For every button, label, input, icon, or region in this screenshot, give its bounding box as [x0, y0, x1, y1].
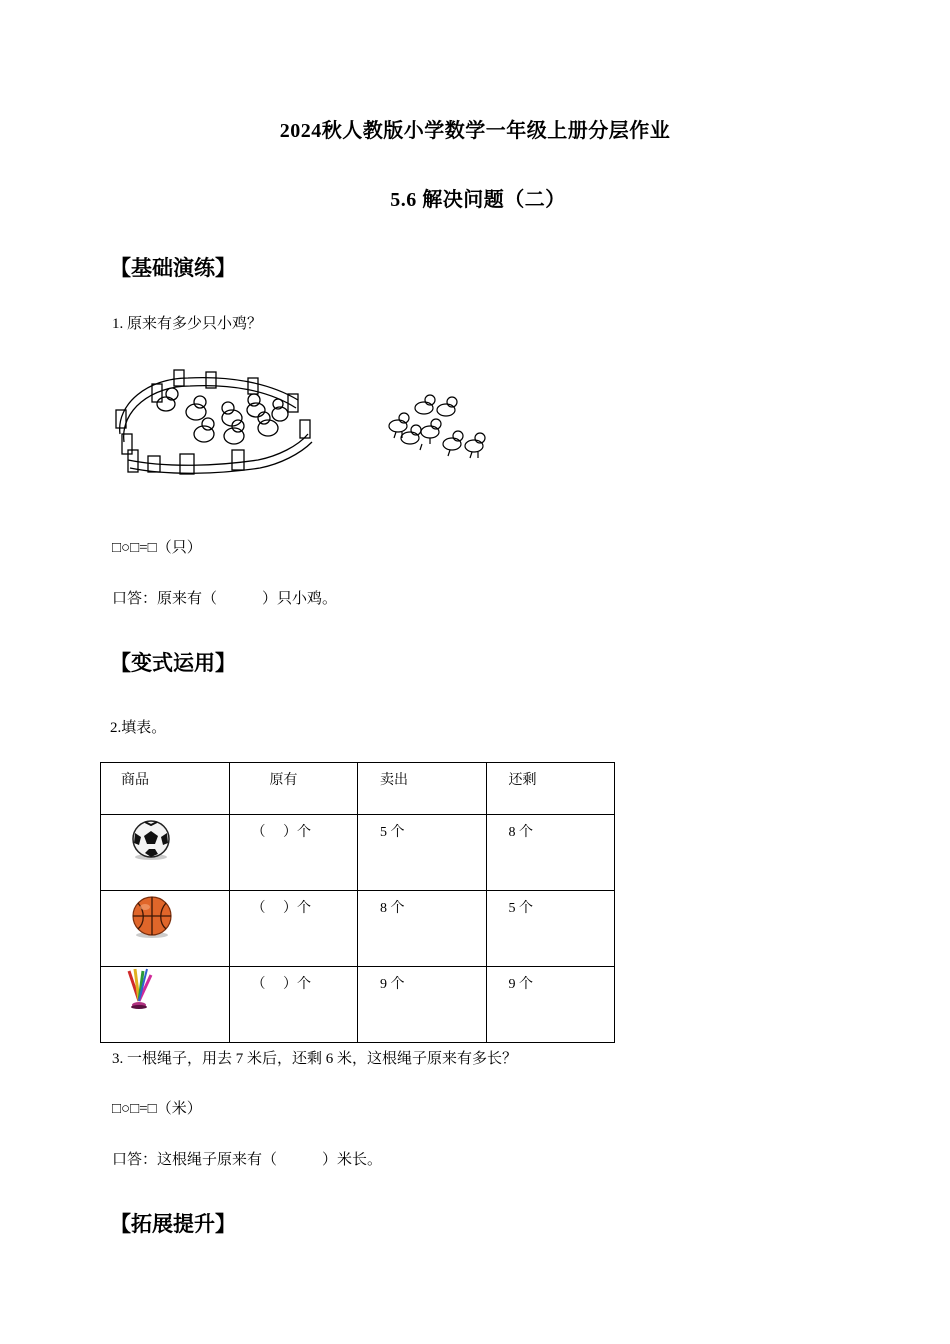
- q1-equation: □○□=□（只）: [112, 540, 202, 556]
- section-extend-heading: 【拓展提升】: [110, 1212, 236, 1236]
- item-cell: [101, 815, 230, 891]
- item-cell: [101, 891, 230, 967]
- section-variant-heading: 【变式运用】: [110, 651, 236, 675]
- section-basic-heading: 【基础演练】: [110, 256, 236, 280]
- header-item: 商品: [101, 763, 230, 815]
- lesson-subtitle: 5.6 解决问题（二）: [390, 189, 566, 211]
- original-count-blank[interactable]: （ ）个: [229, 891, 358, 967]
- sold-count: 9 个: [358, 967, 487, 1043]
- shuttlecock-icon: [123, 967, 157, 1011]
- left-count: 5 个: [486, 891, 615, 967]
- soccer-ball-icon: [129, 819, 173, 861]
- original-count-blank[interactable]: （ ）个: [229, 815, 358, 891]
- header-left: 还剩: [486, 763, 615, 815]
- chicks-leaving-illustration: [386, 392, 490, 464]
- fill-in-table: [100, 762, 615, 1043]
- item-cell: [101, 967, 230, 1043]
- document-title: 2024秋人教版小学数学一年级上册分层作业: [279, 120, 671, 142]
- chicks-in-fence-illustration: [108, 364, 320, 482]
- table-row: [101, 891, 615, 967]
- original-count-blank[interactable]: （ ）个: [229, 967, 358, 1043]
- sold-count: 8 个: [358, 891, 487, 967]
- basketball-icon: [129, 895, 175, 939]
- left-count: 8 个: [486, 815, 615, 891]
- q1-answer: 口答：原来有（ ）只小鸡。: [112, 591, 338, 607]
- q3-equation: □○□=□（米）: [112, 1101, 202, 1117]
- table-row: [101, 815, 615, 891]
- sold-count: 5 个: [358, 815, 487, 891]
- header-sold: 卖出: [358, 763, 487, 815]
- q1-prompt: 1. 原来有多少只小鸡？: [112, 316, 263, 332]
- header-original: 原有: [229, 763, 358, 815]
- q3-prompt: 3. 一根绳子，用去 7 米后，还剩 6 米，这根绳子原来有多长？: [112, 1051, 518, 1067]
- q3-answer: 口答：这根绳子原来有（ ）米长。: [112, 1152, 383, 1168]
- q2-prompt: 2.填表。: [110, 720, 167, 736]
- table-row: [101, 967, 615, 1043]
- table-header-row: [101, 763, 615, 815]
- left-count: 9 个: [486, 967, 615, 1043]
